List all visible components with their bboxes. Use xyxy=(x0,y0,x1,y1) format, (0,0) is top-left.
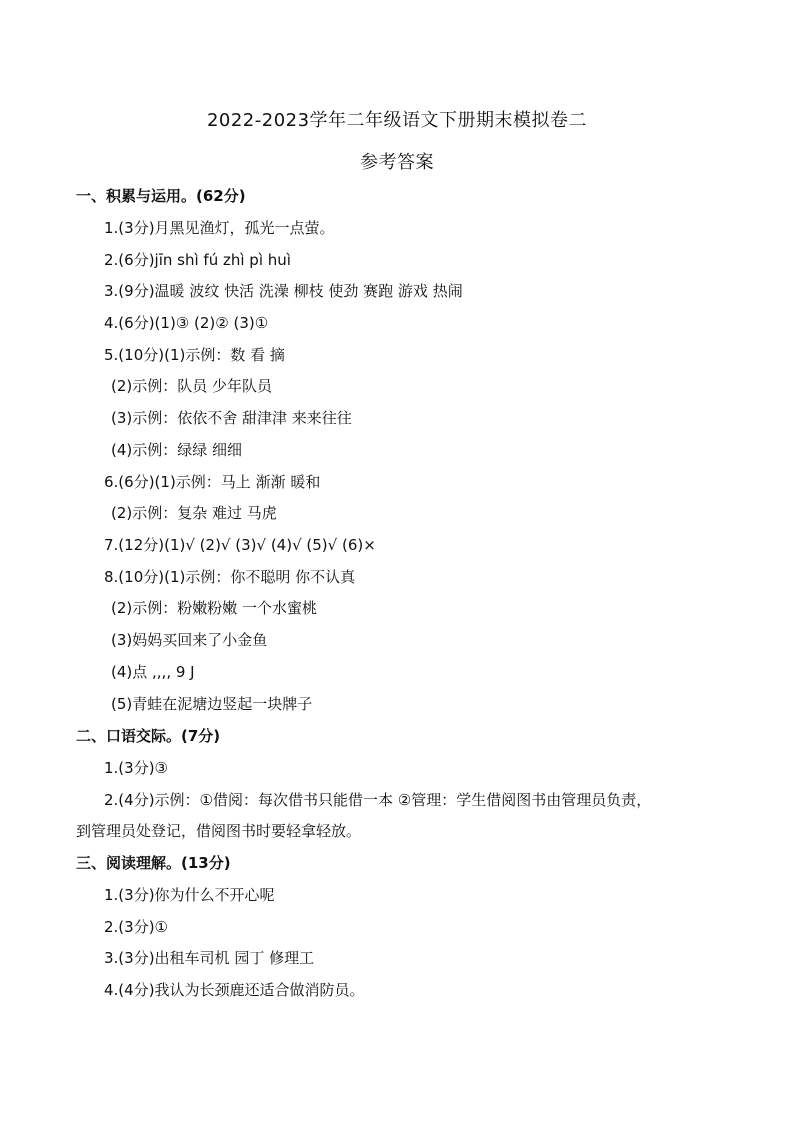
answer-line: 6.(6分)(1)示例：马上 渐渐 暖和 xyxy=(104,473,321,491)
answer-line: 2.(6分)jīn shì fú zhì pì huì xyxy=(104,251,291,269)
answer-line: 4.(6分)(1)③ (2)② (3)① xyxy=(104,314,269,332)
answer-line-continuation: 到管理员处登记，借阅图书时要轻拿轻放。 xyxy=(76,822,362,840)
answer-line: (4)点 ,,,, 9 J xyxy=(111,663,195,681)
answer-line: 2.(4分)示例：①借阅：每次借书只能借一本 ②管理：学生借阅图书由管理员负责， xyxy=(104,791,652,809)
answer-line: 1.(3分)你为什么不开心呢 xyxy=(104,886,275,904)
answer-line: (2)示例：粉嫩粉嫩 一个水蜜桃 xyxy=(111,599,318,617)
answer-line: (4)示例：绿绿 细细 xyxy=(111,441,243,459)
answer-line: 1.(3分)月黑见渔灯，孤光一点萤。 xyxy=(104,219,335,237)
answer-line: (3)妈妈买回来了小金鱼 xyxy=(111,631,268,649)
answer-line: 1.(3分)③ xyxy=(104,759,169,777)
section-heading-3: 三、阅读理解。(13分) xyxy=(76,854,231,872)
answer-line: (2)示例：队员 少年队员 xyxy=(111,377,273,395)
answer-line: (5)青蛙在泥塘边竖起一块牌子 xyxy=(111,695,313,713)
answer-line: 8.(10分)(1)示例：你不聪明 你不认真 xyxy=(104,568,356,586)
answer-line: 3.(9分)温暖 波纹 快活 洗澡 柳枝 使劲 赛跑 游戏 热闹 xyxy=(104,282,463,300)
answer-line: 5.(10分)(1)示例：数 看 摘 xyxy=(104,346,285,364)
answer-line: 7.(12分)(1)√ (2)√ (3)√ (4)√ (5)√ (6)× xyxy=(104,536,376,554)
answer-line: (3)示例：依依不舍 甜津津 来来往往 xyxy=(111,409,352,427)
section-heading-1: 一、积累与运用。(62分) xyxy=(76,187,246,205)
answer-line: (2)示例：复杂 难过 马虎 xyxy=(111,504,277,522)
document-subtitle: 参考答案 xyxy=(360,152,434,173)
section-heading-2: 二、口语交际。(7分) xyxy=(76,727,221,745)
answer-line: 2.(3分)① xyxy=(104,918,169,936)
document-title: 2022-2023学年二年级语文下册期末模拟卷二 xyxy=(206,110,588,131)
answer-line: 4.(4分)我认为长颈鹿还适合做消防员。 xyxy=(104,981,365,999)
answer-line: 3.(3分)出租车司机 园丁 修理工 xyxy=(104,949,315,967)
